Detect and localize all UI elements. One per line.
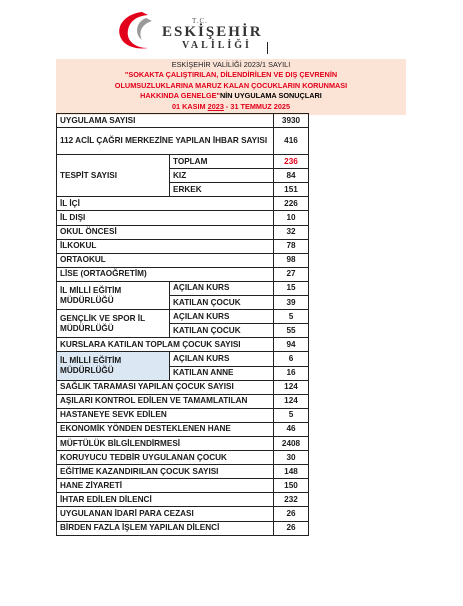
row-value: 232: [274, 493, 309, 507]
table-row: [57, 128, 309, 155]
row-value: 98: [274, 253, 309, 267]
sub-label: KATILAN ÇOCUK: [170, 296, 274, 310]
row-label: İL DIŞI: [57, 211, 274, 225]
row-value: 39: [274, 296, 309, 310]
row-value: 10: [274, 211, 309, 225]
row-label: İHTAR EDİLEN DİLENCİ: [57, 493, 274, 507]
row-value: 32: [274, 225, 309, 239]
logo-city-text: ESKİŞEHİR: [162, 24, 263, 40]
row-value: 148: [274, 465, 309, 479]
row-label: İL MİLLİ EĞİTİM MÜDÜRLÜĞÜ: [57, 352, 170, 380]
table-row: [57, 422, 309, 436]
table-row: [57, 521, 309, 535]
sub-label: AÇILAN KURS: [170, 310, 274, 324]
row-label: UYGULAMA SAYISI: [57, 114, 274, 128]
row-label: OKUL ÖNCESİ: [57, 225, 274, 239]
row-value: 27: [274, 267, 309, 281]
table-row: [57, 436, 309, 450]
table-row: [57, 239, 309, 253]
table-row: [57, 114, 309, 128]
table-row: [57, 310, 309, 324]
sub-label: KIZ: [170, 169, 274, 183]
table-row: [57, 493, 309, 507]
row-label: HANE ZİYARETİ: [57, 479, 274, 493]
row-label: LİSE (ORTAOĞRETİM): [57, 267, 274, 281]
row-value: 151: [274, 183, 309, 197]
row-value: 78: [274, 239, 309, 253]
row-value: 124: [274, 394, 309, 408]
header-date-range: [56, 102, 406, 112]
row-label: 112 ACİL ÇAĞRI MERKEZİNE YAPILAN İHBAR SAYISI: [57, 128, 274, 155]
table-row: [57, 267, 309, 281]
row-label: EĞİTİME KAZANDIRILAN ÇOCUK SAYISI: [57, 465, 274, 479]
header-line-4: [56, 91, 406, 101]
header-line-4-b: NİN UYGULAMA SONUÇLARI: [219, 91, 322, 101]
row-label: İL MİLLİ EĞİTİM MÜDÜRLÜĞÜ: [57, 281, 170, 309]
sub-label: KATILAN ANNE: [170, 366, 274, 380]
row-value: 30: [274, 451, 309, 465]
table-row: [57, 253, 309, 267]
row-value: 226: [274, 197, 309, 211]
table-row: [57, 155, 309, 169]
row-label: GENÇLİK VE SPOR İL MÜDÜRLÜĞÜ: [57, 310, 170, 338]
sub-label: AÇILAN KURS: [170, 281, 274, 295]
row-label: EKONOMİK YÖNDEN DESTEKLENEN HANE: [57, 422, 274, 436]
table-row: [57, 451, 309, 465]
row-value: 3930: [274, 114, 309, 128]
logo-office-text: VALİLİĞİ: [182, 40, 252, 51]
row-label: İLKOKUL: [57, 239, 274, 253]
row-label: SAĞLIK TARAMASI YAPILAN ÇOCUK SAYISI: [57, 380, 274, 394]
report-header: [56, 59, 406, 115]
eskisehir-valiligi-logo: [112, 6, 272, 58]
row-value: 84: [274, 169, 309, 183]
sub-label: KATILAN ÇOCUK: [170, 324, 274, 338]
row-label: BİRDEN FAZLA İŞLEM YAPILAN DİLENCİ: [57, 521, 274, 535]
row-value: 15: [274, 281, 309, 295]
table-row: [57, 352, 309, 366]
row-value: 26: [274, 507, 309, 521]
text-cursor: [267, 42, 268, 54]
header-line-4-a: HAKKINDA GENELGE": [140, 91, 220, 101]
header-line-1: ESKİŞEHİR VALİLİĞİ 2023/1 SAYILI: [171, 60, 291, 69]
date-end: - 31 TEMMUZ 2025: [223, 101, 291, 111]
table-row: [57, 281, 309, 295]
row-label: AŞILARI KONTROL EDİLEN VE TAMAMLATILAN: [57, 394, 274, 408]
date-start: 01 KASIM: [171, 101, 208, 111]
header-line-3: OLUMSUZLUKLARINA MARUZ KALAN ÇOCUKLARIN KORUNMASI: [114, 80, 348, 90]
date-start-year: 2023: [207, 101, 224, 111]
table-row: [57, 338, 309, 352]
row-label: KURSLARA KATILAN TOPLAM ÇOCUK SAYISI: [57, 338, 274, 352]
row-value: 94: [274, 338, 309, 352]
row-value: 124: [274, 380, 309, 394]
row-value: 416: [274, 128, 309, 155]
row-value: 46: [274, 422, 309, 436]
row-label: HASTANEYE SEVK EDİLEN: [57, 408, 274, 422]
sub-label: AÇILAN KURS: [170, 352, 274, 366]
row-label: İL İÇİ: [57, 197, 274, 211]
table-row: [57, 380, 309, 394]
sub-label: TOPLAM: [170, 155, 274, 169]
row-value: 55: [274, 324, 309, 338]
table-row: [57, 479, 309, 493]
row-value: 2408: [274, 436, 309, 450]
row-label: KORUYUCU TEDBİR UYGULANAN ÇOCUK: [57, 451, 274, 465]
table-row: [57, 465, 309, 479]
row-label: ORTAOKUL: [57, 253, 274, 267]
table-row: [57, 211, 309, 225]
table-row: [57, 394, 309, 408]
row-value: 5: [274, 408, 309, 422]
table-row: [57, 225, 309, 239]
row-value: 16: [274, 366, 309, 380]
table-row: [57, 408, 309, 422]
sub-label: ERKEK: [170, 183, 274, 197]
table-row: [57, 507, 309, 521]
row-value: 150: [274, 479, 309, 493]
row-value: 5: [274, 310, 309, 324]
table-row: [57, 197, 309, 211]
logo-tc-text: T.C.: [192, 17, 208, 25]
row-label: UYGULANAN İDARİ PARA CEZASI: [57, 507, 274, 521]
row-label: MÜFTÜLÜK BİLGİLENDİRMESİ: [57, 436, 274, 450]
row-value: 6: [274, 352, 309, 366]
results-table: [56, 113, 309, 536]
header-line-2: "SOKAKTA ÇALIŞTIRILAN, DİLENDİRİLEN VE DIŞ ÇEVRENİN: [124, 70, 338, 80]
row-value: 236: [274, 155, 309, 169]
row-value: 26: [274, 521, 309, 535]
row-label: TESPİT SAYISI: [57, 155, 170, 197]
